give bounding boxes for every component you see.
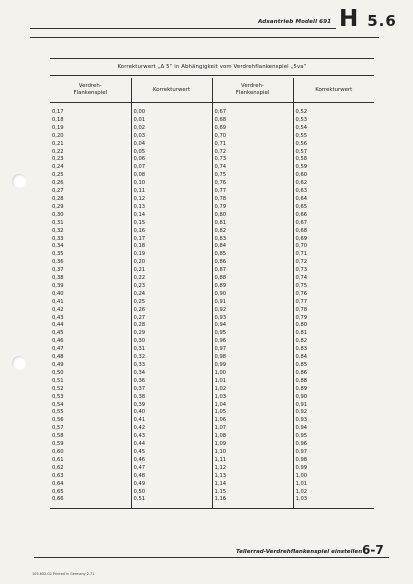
table-row [50,236,374,244]
table-cell: 0,88 [293,378,374,386]
table-cell: 0,60 [293,172,374,180]
table-row [50,425,374,433]
table-cell: 0,17 [131,236,212,244]
table-cell: 0,26 [131,307,212,315]
table-title-rule [50,75,374,76]
table-cell: 0,54 [293,125,374,133]
punch-hole [12,356,26,370]
table-cell: 0,45 [52,330,64,337]
column-header-label: Korrekturwert [315,86,353,93]
table-cell: 0,50 [131,489,212,497]
table-cell: 0,23 [131,283,212,291]
table-cell: 0,30 [131,338,212,346]
section-code-letter: H [339,6,360,32]
table-cell: 0,66 [293,212,374,220]
table-row [50,299,374,307]
table-cell: 0,07 [131,164,212,172]
table-cell: 0,21 [52,140,64,147]
footer-title: Tellerrad-Verdrehflankenspiel einstellen [236,549,363,555]
punch-hole [12,174,26,188]
table-cell: 0,94 [293,425,374,433]
column-header [131,78,212,103]
table-row [50,409,374,417]
table-cell: 0,52 [293,103,374,117]
table-cell: 0,95 [212,330,293,338]
table-cell: 0,12 [131,196,212,204]
table-row [50,188,374,196]
table-cell: 0,29 [52,203,64,210]
table-cell: 0,46 [52,338,64,345]
table-row [50,449,374,457]
table-row [50,473,374,481]
table-cell: 0,42 [52,306,64,313]
table-cell: 0,00 [131,103,212,117]
table-cell: 0,44 [52,322,64,329]
table-cell: 0,49 [131,481,212,489]
table-cell: 0,30 [52,211,64,218]
table-row [50,212,374,220]
table-cell: 0,99 [293,465,374,473]
table-cell: 0,17 [52,109,64,115]
table-cell: 0,32 [131,354,212,362]
table-cell: 0,78 [212,196,293,204]
table-cell: 0,95 [293,433,374,441]
table-row [50,196,374,204]
table-row [50,441,374,449]
table-cell: 0,71 [293,251,374,259]
table-cell: 0,59 [293,164,374,172]
table-cell: 0,34 [52,243,64,250]
footer-rule [34,557,389,558]
table-cell: 0,75 [293,283,374,291]
table-cell: 0,38 [131,394,212,402]
table-cell: 0,75 [212,172,293,180]
table-cell: 0,25 [131,299,212,307]
table-cell: 0,94 [212,322,293,330]
table-cell: 1,04 [212,402,293,410]
table-cell: 0,98 [293,457,374,465]
table-cell: 0,84 [293,354,374,362]
header-rule-lower [30,37,379,38]
table-cell: 0,80 [212,212,293,220]
table-cell: 0,76 [212,180,293,188]
table-cell: 0,99 [212,362,293,370]
table-row [50,243,374,251]
table-cell: 1,12 [212,465,293,473]
table-row [50,417,374,425]
table-cell: 0,02 [131,125,212,133]
table-cell: 0,58 [293,156,374,164]
table-cell: 1,00 [212,370,293,378]
table-cell: 0,16 [131,228,212,236]
table-cell: 0,43 [131,433,212,441]
table-cell: 0,63 [52,472,64,479]
table-cell: 0,65 [293,204,374,212]
table-cell: 0,72 [212,149,293,157]
table-cell: 0,24 [131,291,212,299]
table-cell: 0,78 [293,307,374,315]
table-cell: 0,82 [293,338,374,346]
table-row [50,180,374,188]
table-cell: 0,53 [52,393,64,400]
table-cell: 0,54 [52,401,64,408]
table-row [50,125,374,133]
table-row [50,204,374,212]
table-cell: 0,47 [52,346,64,353]
table-cell: 0,37 [131,386,212,394]
table-cell: 0,48 [52,354,64,361]
table-cell: 0,48 [131,473,212,481]
table-cell: 0,18 [52,116,64,123]
table-cell: 0,50 [52,369,64,376]
table-row [50,338,374,346]
table-cell: 0,81 [293,330,374,338]
table-cell: 0,64 [293,196,374,204]
table-cell: 0,34 [131,370,212,378]
table-row [50,275,374,283]
table-cell: 0,38 [52,275,64,282]
table-cell: 0,55 [52,409,64,416]
table-row [50,259,374,267]
table-cell: 1,01 [212,378,293,386]
table-cell: 1,03 [212,394,293,402]
table-row [50,291,374,299]
table-cell: 0,21 [131,267,212,275]
table-cell: 0,58 [52,433,64,440]
table-cell: 0,74 [212,164,293,172]
table-cell: 0,57 [293,149,374,157]
table-cell: 0,41 [52,298,64,305]
table-cell: 0,56 [293,141,374,149]
table-cell: 0,73 [212,156,293,164]
table-row [50,322,374,330]
table-row [50,354,374,362]
table-cell: 0,39 [52,282,64,289]
table-cell: 0,89 [212,283,293,291]
table-cell: 0,08 [131,172,212,180]
table-row [50,267,374,275]
table-row [50,172,374,180]
table-cell: 0,56 [52,417,64,424]
table-cell: 0,31 [52,219,64,226]
table-cell: 0,86 [293,370,374,378]
table-row [50,465,374,473]
table-cell: 0,85 [293,362,374,370]
table-cell: 0,18 [131,243,212,251]
table-row [50,330,374,338]
table-cell: 1,07 [212,425,293,433]
table-cell: 0,20 [52,132,64,139]
table-cell: 0,33 [131,362,212,370]
table-cell: 0,28 [52,195,64,202]
table-row [50,220,374,228]
table-cell: 1,02 [293,489,374,497]
table-cell: 0,01 [131,117,212,125]
table-cell: 0,51 [52,377,64,384]
table-cell: 0,52 [52,385,64,392]
table-header-row [50,78,374,103]
table-cell: 0,92 [293,409,374,417]
table-cell: 0,04 [131,141,212,149]
table-cell: 1,14 [212,481,293,489]
table-cell: 0,62 [52,464,64,471]
table-cell: 0,35 [52,251,64,258]
table-row [50,496,374,508]
correction-table [50,78,374,509]
table-cell: 0,23 [52,156,64,163]
table-row [50,228,374,236]
table-cell: 0,63 [293,188,374,196]
table-cell: 0,11 [131,188,212,196]
column-header-label: Verdreh- Flankenspiel [235,83,270,96]
table-cell: 0,67 [293,220,374,228]
table-body [50,103,374,509]
table-cell: 0,33 [52,235,64,242]
table-cell: 0,41 [131,417,212,425]
table-cell: 0,82 [212,228,293,236]
table-cell: 0,93 [293,417,374,425]
table-row [50,315,374,323]
table-cell: 0,96 [212,338,293,346]
table-cell: 0,28 [131,322,212,330]
table-row [50,362,374,370]
table-row [50,386,374,394]
table-cell: 0,91 [293,402,374,410]
table-row [50,141,374,149]
table-cell: 0,96 [293,441,374,449]
table-cell: 0,47 [131,465,212,473]
table-cell: 0,59 [52,441,64,448]
table-cell: 0,45 [131,449,212,457]
table-cell: 0,76 [293,291,374,299]
table-cell: 0,39 [131,402,212,410]
table-cell: 0,25 [52,172,64,179]
table-cell: 0,88 [212,275,293,283]
table-cell: 0,81 [212,220,293,228]
table-cell: 0,69 [212,125,293,133]
table-cell: 1,00 [293,473,374,481]
column-header-label: Korrekturwert [152,86,191,93]
table-cell: 0,69 [293,236,374,244]
table-row [50,103,374,117]
table-cell: 0,55 [293,133,374,141]
table-cell: 0,68 [212,117,293,125]
column-header [212,78,293,103]
table-row [50,307,374,315]
table-cell: 0,67 [212,103,293,117]
section-code-number: 5.6 [367,12,397,30]
table-cell: 0,98 [212,354,293,362]
table-cell: 0,06 [131,156,212,164]
table-row [50,117,374,125]
table-row [50,346,374,354]
table-cell: 0,40 [131,409,212,417]
table-cell: 0,20 [131,259,212,267]
table-cell: 0,19 [131,251,212,259]
table-cell: 1,10 [212,449,293,457]
print-note: 109-602-02 Printed in Germany 2.71 [32,572,95,576]
table-cell: 0,13 [131,204,212,212]
table-cell: 0,36 [52,259,64,266]
table-cell: 0,27 [131,315,212,323]
table-cell: 0,51 [131,496,212,508]
table-cell: 0,77 [212,188,293,196]
table-cell: 0,90 [212,291,293,299]
table-cell: 0,10 [131,180,212,188]
table-cell: 1,08 [212,433,293,441]
table-cell: 0,83 [212,236,293,244]
table-row [50,370,374,378]
table-cell: 0,53 [293,117,374,125]
table-cell: 1,16 [212,496,293,508]
table-row [50,457,374,465]
table-cell: 0,83 [293,346,374,354]
table-cell: 1,11 [212,457,293,465]
table-cell: 0,68 [293,228,374,236]
table-row [50,133,374,141]
table-cell: 0,46 [131,457,212,465]
table-cell: 0,97 [293,449,374,457]
table-cell: 0,80 [293,322,374,330]
table-row [50,489,374,497]
page-number: 6-7 [362,543,384,557]
table-cell: 0,22 [131,275,212,283]
table-cell: 0,61 [52,456,64,463]
table-cell: 1,05 [212,409,293,417]
column-header [50,78,131,103]
table-cell: 0,93 [212,315,293,323]
table-row [50,394,374,402]
table-cell: 1,15 [212,489,293,497]
table-cell: 0,43 [52,314,64,321]
table-cell: 0,77 [293,299,374,307]
table-cell: 0,86 [212,259,293,267]
table-cell: 0,49 [52,362,64,368]
column-header [293,78,374,103]
table-cell: 0,74 [293,275,374,283]
section-title: Adsantrieb Modell 691 [258,19,332,25]
column-header-label: Verdreh- Flankenspiel [73,83,108,96]
table-cell: 0,15 [131,220,212,228]
table-cell: 1,03 [293,496,374,508]
table-cell: 0,32 [52,227,64,234]
table-row [50,402,374,410]
table-cell: 0,71 [212,141,293,149]
table-cell: 0,14 [131,212,212,220]
table-cell: 0,66 [50,496,131,508]
table-cell: 0,65 [52,488,64,495]
table-cell: 0,36 [131,378,212,386]
table-row [50,481,374,489]
table-cell: 0,64 [52,480,64,487]
table-cell: 0,29 [131,330,212,338]
table-cell: 0,87 [212,267,293,275]
table-cell: 0,19 [52,124,64,131]
table-cell: 0,27 [52,188,64,195]
table-cell: 0,79 [212,204,293,212]
table-cell: 1,09 [212,441,293,449]
table-title: Korrekturwert „Δ 5“ in Abhängigkeit vom Verdrehflankenspiel „5va“ [117,64,307,70]
table-cell: 1,01 [293,481,374,489]
table-row [50,156,374,164]
table-top-rule [50,58,374,59]
table-cell: 0,24 [52,164,64,171]
table-cell: 0,31 [131,346,212,354]
table-cell: 0,26 [52,180,64,187]
table-cell: 0,89 [293,386,374,394]
table-cell: 0,72 [293,259,374,267]
table-cell: 0,57 [52,425,64,432]
table-row [50,283,374,291]
table-cell: 0,70 [212,133,293,141]
table-row [50,378,374,386]
table-cell: 0,22 [52,148,64,155]
table-cell: 0,70 [293,243,374,251]
table-cell: 0,05 [131,149,212,157]
table-cell: 0,60 [52,448,64,455]
table-cell: 0,37 [52,267,64,274]
table-cell: 0,62 [293,180,374,188]
table-cell: 1,02 [212,386,293,394]
table-cell: 0,03 [131,133,212,141]
table-cell: 0,42 [131,425,212,433]
table-cell: 0,73 [293,267,374,275]
table-cell: 0,92 [212,307,293,315]
table-cell: 0,44 [131,441,212,449]
section-code [339,6,397,32]
table-cell: 0,40 [52,290,64,297]
table-cell: 0,85 [212,251,293,259]
table-row [50,433,374,441]
table-row [50,251,374,259]
table-cell: 1,13 [212,473,293,481]
table-cell: 1,06 [212,417,293,425]
table-cell: 0,84 [212,243,293,251]
table-cell: 0,90 [293,394,374,402]
header-rule [30,28,336,29]
table-cell: 0,97 [212,346,293,354]
table-cell: 0,79 [293,315,374,323]
table-row [50,164,374,172]
table-cell: 0,91 [212,299,293,307]
table-row [50,149,374,157]
